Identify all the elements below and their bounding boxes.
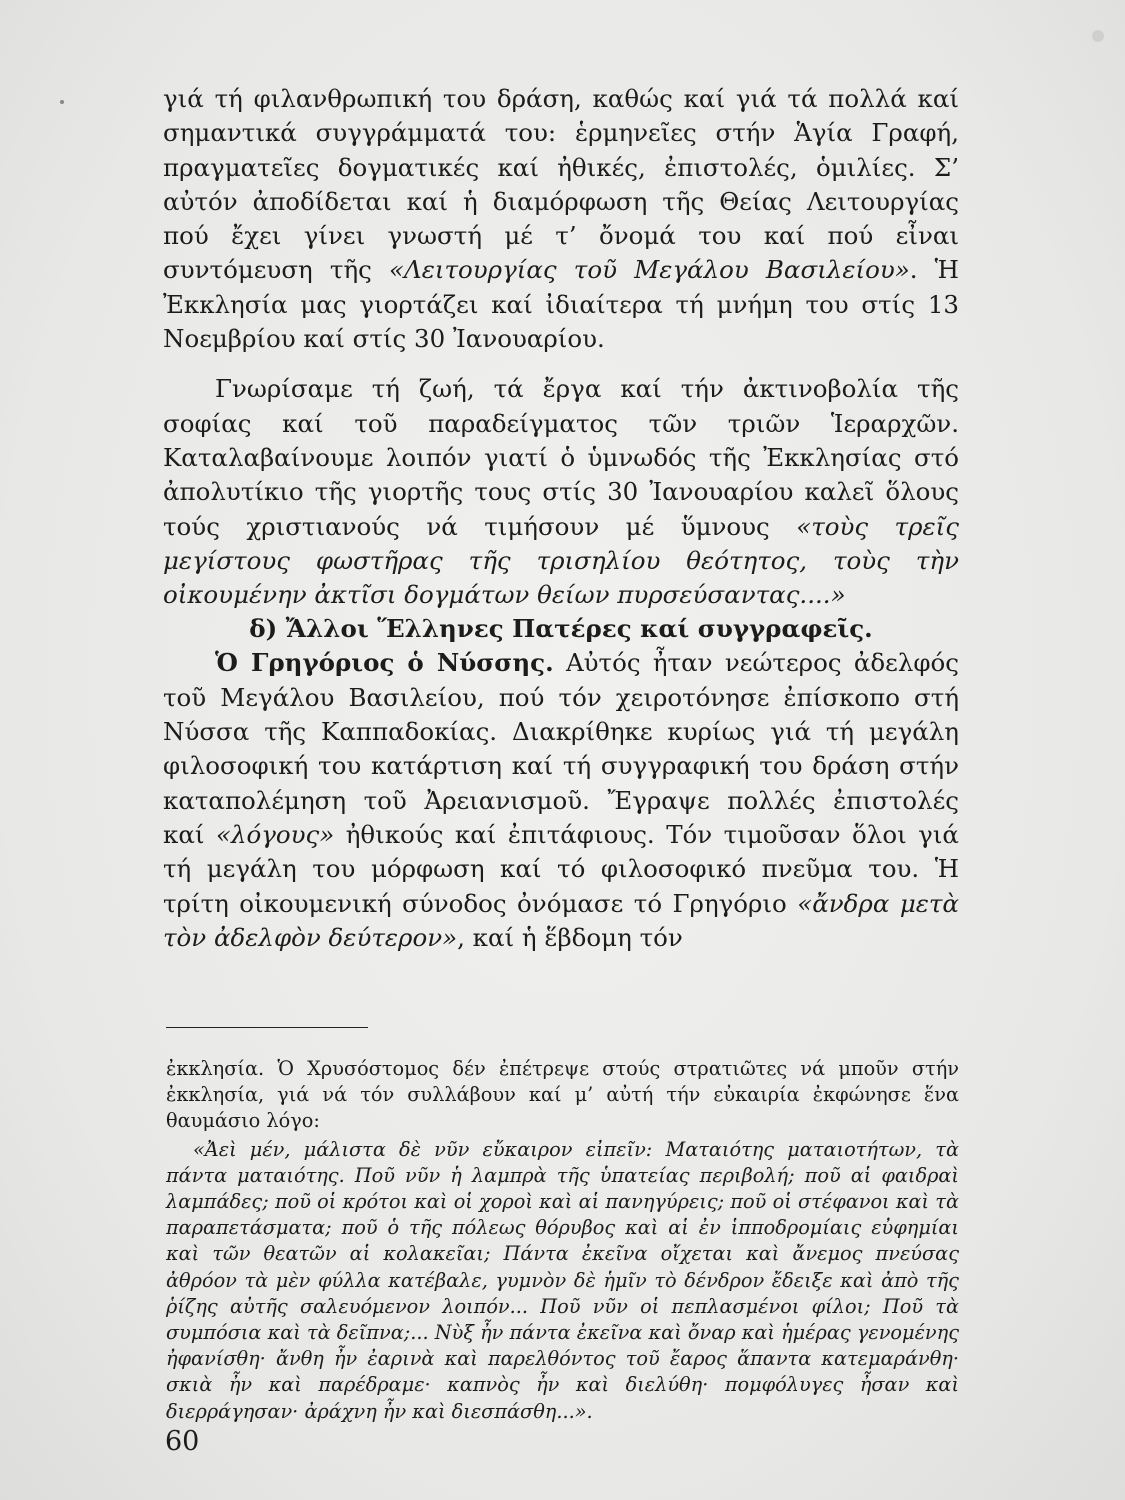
footnote-chrysostom-quote: «Ἀεὶ μέν, μάλιστα δὲ νῦν εὔκαιρον εἰπεῖν: Ματαιότης ματαιοτήτων, τὰ πάντα ματαιότης. Ποῦ νῦν ἡ λαμπρὰ τῆς ὑπατείας περιβολή; ποῦ αἱ φαιδραὶ λαμπάδες; ποῦ οἱ κρότοι καὶ οἱ χοροὶ καὶ αἱ πανηγύρεις; ποῦ οἱ στέφανοι καὶ τὰ παραπετάσματα; ποῦ ὁ τῆς πόλεως θόρυβος καὶ αἱ ἐν ἱπποδρομίαις εὐφημίαι καὶ τῶν θεατῶν αἱ κολακεῖαι; Πάντα ἐκεῖνα οἴχεται καὶ ἄνεμος πνεύσας ἀθρόον τὰ μὲν φύλλα κατέβαλε, γυμνὸν δὲ ἡμῖν τὸ δένδρον ἔδειξε καὶ ἀπὸ τῆς ῥίζης αὐτῆς σαλευόμενον λοιπόν... Ποῦ νῦν οἱ πεπλασμένοι φίλοι; Ποῦ τὰ συμπόσια καὶ τὰ δεῖπνα;... Νὺξ ἦν πάντα ἐκεῖνα καὶ ὄναρ καὶ ἡμέρας γενομένης ἠφανίσθη· ἄνθη ἦν ἐαρινὰ καὶ παρελθόντος τοῦ ἔαρος ἅπαντα κατεμαράνθη· σκιὰ ἦν καὶ παρέδραμε· καπνὸς ἦν καὶ διελύθη· πομφόλυγες ἦσαν καὶ διερράγησαν· ἀράχνη ἦν καὶ διεσπάσθη...».: [166, 1137, 959, 1423]
paragraph-gregory-of-nyssa: Ὁ Γρηγόριος ὁ Νύσσης. Αὐτός ἦταν νεώτερος ἀδελφός τοῦ Μεγάλου Βασιλείου, πού τόν χειροτόνησε ἐπίσκοπο στή Νύσσα τῆς Καππαδοκίας. Διακρίθηκε κυρίως γιά τή μεγάλη φιλοσοφική του κατάρτιση καί τή συγγραφική του δράση στήν καταπολέμηση τοῦ Ἀρειανισμοῦ. Ἔγραψε πολλές ἐπιστολές καί «λόγους» ἠθικούς καί ἐπιτάφιους. Τόν τιμοῦσαν ὅλοι γιά τή μεγάλη του μόρφωση καί τό φιλοσοφικό πνεῦμα του. Ἡ τρίτη οἰκουμενική σύνοδος ὀνόμασε τό Γρηγόριο «ἄνδρα μετὰ τὸν ἀδελφὸν δεύτερον», καί ἡ ἕβδομη τόν: [163, 648, 959, 952]
main-text-column: [163, 82, 959, 955]
paragraph-basil-ending: γιά τή φιλανθρωπική του δράση, καθώς καί γιά τά πολλά καί σημαντικά συγγράμματά του: ἑρμηνεῖες στήν Ἁγία Γραφή, πραγματεῖες δογματικές καί ἠθικές, ἐπιστολές, ὁμιλίες. Σ’ αὐτόν ἀποδίδεται καί ἡ διαμόρφωση τῆς Θείας Λειτουργίας πού ἔχει γίνει γνωστή μέ τ’ ὄνομά του καί πού εἶναι συντόμευση τῆς «Λειτουργίας τοῦ Μεγάλου Βασιλείου». Ἡ Ἐκκλησία μας γιορτάζει καί ἰδιαίτερα τή μνήμη του στίς 13 Νοεμβρίου καί στίς 30 Ἰανουαρίου.: [163, 84, 959, 354]
italic-hymn-quote: «τοὺς τρεῖς μεγίστους φωστῆρας τῆς τρισηλίου θεότητος, τοὺς τὴν οἰκουμένην ἀκτῖσι δογμάτων θείων πυρσεύσαντας....»: [163, 511, 959, 610]
scan-speck: [1092, 30, 1104, 42]
bold-lead-name: Ὁ Γρηγόριος ὁ Νύσσης.: [215, 648, 554, 678]
scan-speck: [60, 100, 64, 104]
italic-council-quote: «ἄνδρα μετὰ τὸν ἀδελφὸν δεύτερον»: [163, 888, 959, 952]
italic-liturgy-title: «Λειτουργίας τοῦ Μεγάλου Βασιλείου»: [389, 255, 910, 285]
section-heading: δ) Ἄλλοι Ἕλληνες Πατέρες καί συγγραφεῖς.: [249, 614, 873, 644]
page-number: 60: [165, 1426, 200, 1457]
footnote-text: ἐκκλησία. Ὁ Χρυσόστομος δέν ἐπέτρεψε στούς στρατιῶτες νά μποῦν στήν ἐκκλησία, γιά νά τόν συλλάβουν καί μ’ αὐτή τήν εὐκαιρία ἐκφώνησε ἕνα θαυμάσιο λόγο:: [166, 1057, 959, 1133]
footnote-block: [166, 1056, 959, 1425]
footnote-separator: [166, 1027, 368, 1028]
paragraph-three-hierarchs: Γνωρίσαμε τή ζωή, τά ἔργα καί τήν ἀκτινοβολία τῆς σοφίας καί τοῦ παραδείγματος τῶν τριῶν Ἱεραρχῶν. Καταλαβαίνουμε λοιπόν γιατί ὁ ὑμνωδός τῆς Ἐκκλησίας στό ἀπολυτίκιο τῆς γιορτῆς τους στίς 30 Ἰανουαρίου καλεῖ ὅλους τούς χριστιανούς νά τιμήσουν μέ ὕμνους «τοὺς τρεῖς μεγίστους φωστῆρας τῆς τρισηλίου θεότητος, τοὺς τὴν οἰκουμένην ἀκτῖσι δογμάτων θείων πυρσεύσαντας....»: [163, 374, 959, 610]
